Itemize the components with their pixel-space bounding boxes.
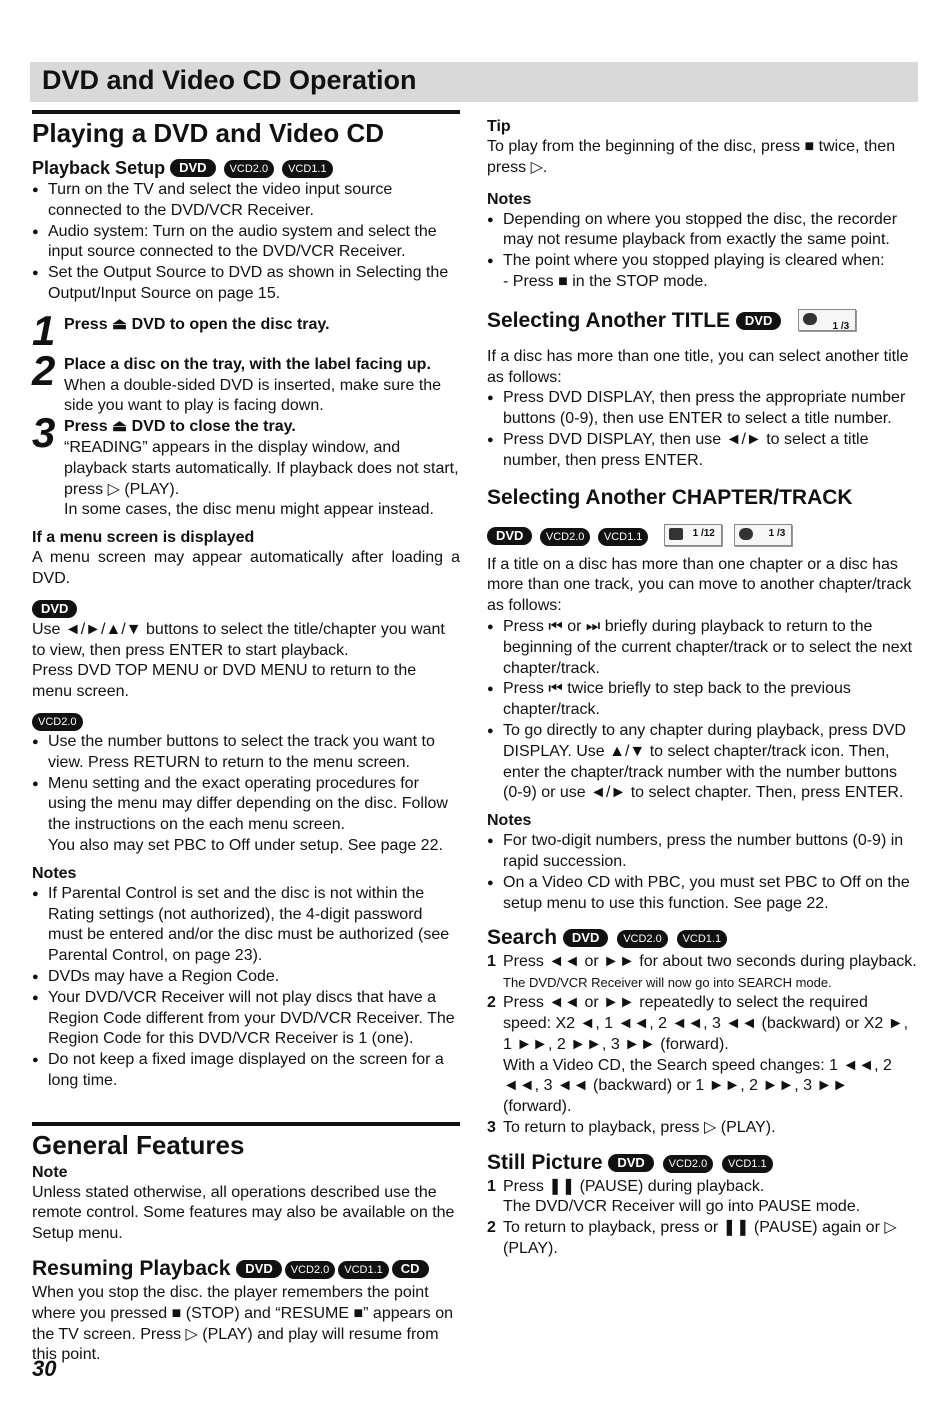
disc-icon: [739, 528, 753, 540]
vcd11-badge: VCD1.1: [677, 930, 728, 948]
step-number: 1: [32, 306, 56, 354]
resuming-heading: [32, 1255, 460, 1283]
step-text: To return to playback, press or ❚❚ (PAUSE) again or ▷ (PLAY).: [503, 1219, 897, 1258]
notes-sub-text: - Press ■ in the STOP mode.: [503, 272, 708, 290]
chapter-display-icon: [664, 524, 722, 546]
chapter-badges: [487, 524, 917, 547]
search-step-2-note: With a Video CD, the Search speed changes: 1 ◄◄, 2 ◄◄, 3 ◄◄ (backward) or 1 ►►, 2 ►►, 3 ►► (forward).: [503, 1056, 892, 1116]
section-header-bar: [30, 62, 918, 102]
playback-setup-title: Playback Setup: [32, 158, 166, 178]
notes-list: [487, 210, 917, 272]
left-column: [32, 110, 460, 1366]
vcd20-badge: VCD2.0: [540, 528, 591, 546]
general-features-title: General Features: [32, 1129, 245, 1160]
list-item: ● Depending on where you stopped the disc, the recorder may not resume playback from exactly the same point.: [487, 210, 917, 252]
step-instruction: Press ⏏ DVD to open the disc tray.: [64, 315, 330, 333]
list-item: ● Press ⏮ twice briefly to step back to the previous chapter/track.: [487, 679, 917, 721]
notes-heading: Notes: [487, 190, 532, 208]
search-step-1-note: The DVD/VCR Receiver will now go into SEARCH mode.: [503, 975, 832, 991]
title-section-text: If a disc has more than one title, you can select another title as follows:: [487, 347, 909, 386]
list-item: ● To go directly to any chapter during playback, press DVD DISPLAY. Use ▲/▼ to select chapter/track icon. Then, enter the chapter/track number with the number buttons (0-9) or use ◄/► to select chapter. Then, press ENTER.: [487, 721, 917, 804]
general-note-text: Unless stated otherwise, all operations described use the remote control. Some features may also be available on the Setup menu.: [32, 1183, 455, 1243]
dvd-menu-text-2: Press DVD TOP MENU or DVD MENU to return to the menu screen.: [32, 662, 417, 701]
vcd11-badge: VCD1.1: [598, 528, 649, 546]
step-3: [32, 409, 460, 521]
playback-setup-heading: [32, 156, 460, 180]
search-title: Search: [487, 926, 558, 950]
dvd-menu-text: Use ◄/►/▲/▼ buttons to select the title/chapter you want to view, then press ENTER to start playback.: [32, 620, 445, 659]
list-item: ● On a Video CD with PBC, you must set PBC to Off on the setup menu to use this function. See page 22.: [487, 873, 917, 915]
still-step-1-note: The DVD/VCR Receiver will go into PAUSE mode.: [503, 1198, 861, 1216]
title-section-heading: [487, 307, 917, 335]
list-item: ● Audio system: Turn on the audio system and select the input source connected to the DVD/VCR Receiver.: [32, 222, 460, 264]
track-display-icon: [734, 524, 792, 546]
dvd-badge: DVD: [170, 159, 215, 177]
step-text: “READING” appears in the display window, and playback starts automatically. If playback does not start, press ▷ (PLAY).: [64, 438, 459, 498]
list-item: ● Press DVD DISPLAY, then press the appropriate number buttons (0-9), then use ENTER to select a title number.: [487, 388, 917, 430]
list-item: ● Press ⏮ or ⏭ briefly during playback to return to the beginning of the current chapter/track or to select the next chapter/track.: [487, 617, 917, 679]
section-rule: [32, 1122, 460, 1126]
film-icon: [669, 528, 683, 540]
section-title: Playing a DVD and Video CD: [32, 118, 385, 148]
dvd-badge: DVD: [32, 600, 77, 618]
still-step-1: 1 Press ❚❚ (PAUSE) during playback.: [487, 1177, 765, 1195]
dvd-badge: DVD: [736, 312, 781, 330]
step-text-2: In some cases, the disc menu might appear instead.: [64, 501, 434, 519]
resuming-title: Resuming Playback: [32, 1257, 231, 1281]
step-2: [32, 346, 460, 417]
chapter-section-title: Selecting Another CHAPTER/TRACK: [487, 485, 853, 509]
section-rule: [32, 110, 460, 114]
cd-badge: CD: [392, 1260, 429, 1278]
disc-icon: [803, 313, 817, 325]
still-title: Still Picture: [487, 1150, 603, 1174]
track-display-value: 1 /3: [768, 527, 786, 539]
search-step-3: 3 To return to playback, press ▷ (PLAY).: [487, 1118, 776, 1136]
playback-setup-list: [32, 180, 460, 305]
section-header-title: DVD and Video CD Operation: [42, 65, 417, 95]
list-item: ● Your DVD/VCR Receiver will not play discs that have a Region Code different from your DVD/VCR Receiver. The Region Code for this DVD/VCR Receiver is 1 (one).: [32, 988, 460, 1050]
list-item: ● The point where you stopped playing is cleared when:: [487, 251, 917, 272]
search-step-2: 2 Press ◄◄ or ►► repeatedly to select the required speed: X2 ◄, 1 ◄◄, 2 ◄◄, 3 ◄◄ (backward) or X2 ►, 1 ►►, 2 ►►, 3 ►► (forward).: [487, 994, 909, 1053]
notes-heading: Notes: [487, 812, 532, 830]
dvd-badge: DVD: [608, 1154, 653, 1172]
list-item: ● Press DVD DISPLAY, then use ◄/► to select a title number, then press ENTER.: [487, 430, 917, 472]
vcd20-badge: VCD2.0: [285, 1261, 336, 1279]
step-instruction: Place a disc on the tray, with the label facing up.: [64, 355, 431, 373]
chapter-text: If a title on a disc has more than one chapter or a disc has more than one track, you can move to another chapter/track as follows:: [487, 555, 912, 615]
resuming-text: When you stop the disc. the player remembers the point where you pressed ■ (STOP) and “RESUME ■” appears on the TV screen. Press ▷ (PLAY) and play will resume from this point.: [32, 1284, 453, 1364]
note-heading: Note: [32, 1163, 68, 1181]
step-text: Press ◄◄ or ►► for about two seconds during playback.: [503, 953, 917, 971]
step-text: When a double-sided DVD is inserted, make sure the side you want to play is facing down.: [64, 376, 442, 415]
still-heading: [487, 1149, 917, 1177]
step-instruction: Press ⏏ DVD to close the tray.: [64, 418, 296, 436]
menu-screen-text: A menu screen may appear automatically after loading a DVD.: [32, 549, 460, 587]
search-step-1: 1 Press ◄◄ or ►► for about two seconds during playback.: [487, 953, 917, 971]
list-item: ● If Parental Control is set and the disc is not within the Rating settings (not authorized), the 4-digit password must be entered and/or the disc must be authorized (see Parental Control, on page 23).: [32, 884, 460, 967]
search-heading: [487, 924, 917, 952]
title-display-value: 1 /3: [832, 320, 850, 332]
right-column: [487, 116, 917, 1260]
vcd-menu-list: [32, 732, 460, 836]
vcd11-badge: VCD1.1: [722, 1155, 773, 1173]
title-section-title: Selecting Another TITLE: [487, 308, 731, 332]
step-text: To return to playback, press ▷ (PLAY).: [503, 1118, 776, 1136]
tip-heading: Tip: [487, 118, 511, 135]
step-number: 3: [32, 409, 56, 457]
vcd20-badge: VCD2.0: [617, 930, 668, 948]
list-item: ● Turn on the TV and select the video input source connected to the DVD/VCR Receiver.: [32, 180, 460, 222]
list-item: ● For two-digit numbers, press the number buttons (0-9) in rapid succession.: [487, 831, 917, 873]
page-number: 30: [32, 1356, 57, 1381]
step-text: Press ❚❚ (PAUSE) during playback.: [503, 1177, 765, 1195]
step-text: Press ◄◄ or ►► repeatedly to select the required speed: X2 ◄, 1 ◄◄, 2 ◄◄, 3 ◄◄ (backward) or X2 ►, 1 ►►, 2 ►►, 3 ►► (forward).: [503, 994, 909, 1053]
vcd20-badge: VCD2.0: [224, 160, 275, 178]
title-section-list: [487, 388, 917, 471]
list-item: ● Menu setting and the exact operating procedures for using the menu may differ depending on the disc. Follow the instructions on the each menu screen.: [32, 774, 460, 836]
menu-screen-heading: If a menu screen is displayed: [32, 529, 255, 547]
dvd-badge: DVD: [236, 1260, 281, 1278]
vcd20-badge: VCD2.0: [663, 1155, 714, 1173]
vcd20-badge: VCD2.0: [32, 713, 83, 731]
chapter-display-value: 1 /12: [692, 527, 715, 539]
list-item: ● Use the number buttons to select the track you want to view. Press RETURN to return to the menu screen.: [32, 732, 460, 774]
step-number: 2: [32, 346, 56, 394]
notes-heading: Notes: [32, 864, 77, 882]
dvd-badge: DVD: [487, 527, 532, 545]
title-display-icon: [798, 309, 856, 331]
notes-list: [487, 831, 917, 914]
vcd11-badge: VCD1.1: [282, 160, 333, 178]
vcd-extra-text: You also may set PBC to Off under setup. See page 22.: [48, 836, 443, 854]
dvd-badge: DVD: [563, 929, 608, 947]
tip-text: To play from the beginning of the disc, press ■ twice, then press ▷.: [487, 138, 896, 176]
vcd11-badge: VCD1.1: [338, 1261, 389, 1279]
step-1: [32, 306, 460, 355]
list-item: ● Do not keep a fixed image displayed on the screen for a long time.: [32, 1050, 460, 1092]
notes-list: [32, 884, 460, 1092]
still-step-2: 2 To return to playback, press or ❚❚ (PAUSE) again or ▷ (PLAY).: [487, 1219, 897, 1258]
list-item: ● DVDs may have a Region Code.: [32, 967, 460, 988]
list-item: ● Set the Output Source to DVD as shown in Selecting the Output/Input Source on page 15.: [32, 263, 460, 305]
chapter-list: [487, 617, 917, 804]
